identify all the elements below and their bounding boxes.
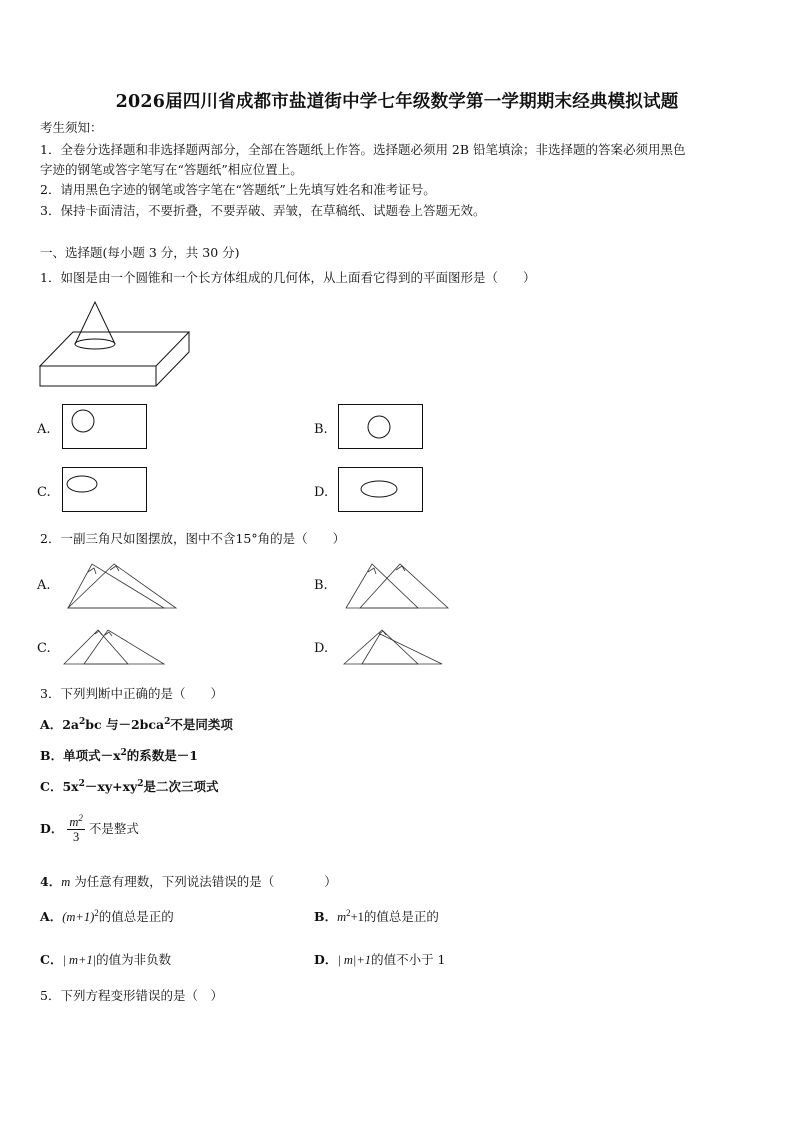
q4-option-a: A．$(m+1)^2$的值总是正的 <box>40 907 174 924</box>
q2-option-d-label: D. <box>314 641 329 656</box>
q3-option-b: B．单项式$-x^2$的系数是－1 <box>40 747 198 763</box>
q4-option-a-label: A． <box>40 909 63 924</box>
q2-option-a-figure <box>64 560 180 612</box>
notice-item-2: 2．请用黑色字迹的钢笔或答字笔在“答题纸”上先填写姓名和准考证号。 <box>40 182 436 197</box>
question-3-stem: 3．下列判断中正确的是（ ） <box>40 686 223 701</box>
q1-option-d-label: D. <box>314 485 329 500</box>
q1-option-b-figure <box>338 404 424 450</box>
notice-item-3: 3．保持卡面清洁，不要折叠，不要弄破、弄皱，在草稿纸、试题卷上答题无效。 <box>40 203 486 218</box>
q3-option-a: A．$2a^2bc$ 与－2bca$^2$不是同类项 <box>40 716 233 732</box>
q2-option-c-figure <box>62 626 168 668</box>
q3-option-a-label: A． <box>40 717 63 732</box>
q4-option-d: D．| m|+1的值不小于 1 <box>314 952 446 967</box>
notice-heading: 考生须知： <box>40 120 103 135</box>
notice-item-1: 1．全卷分选择题和非选择题两部分，全部在答题纸上作答。选择题必须用 2B 铅笔填涂；非选择题的答案必须用黑色 <box>40 142 686 157</box>
question-1-stem: 1．如图是由一个圆锥和一个长方体组成的几何体，从上面看它得到的平面图形是（ ） <box>40 270 536 285</box>
q2-option-a-label: A. <box>37 578 51 593</box>
q4-option-b-label: B． <box>314 909 338 924</box>
q3-fraction: $\frac{m^2}{3}$ <box>69 812 83 844</box>
q4-option-c: C．| m+1|的值为非负数 <box>40 952 172 967</box>
q3-option-d-label: D． <box>40 821 64 836</box>
q4-option-d-label: D． <box>314 952 338 967</box>
q1-option-a-label: A. <box>37 422 51 437</box>
q4-option-c-label: C． <box>40 952 63 967</box>
q3-option-c: C．$5x^2-xy+xy^2$是二次三项式 <box>40 778 219 794</box>
q4-option-b: B．$m^2+1$的值总是正的 <box>314 907 439 924</box>
q1-option-d-figure <box>338 467 424 513</box>
page-title: 2026届四川省成都市盐道街中学七年级数学第一学期期末经典模拟试题 <box>115 92 679 112</box>
q1-solid-figure <box>36 296 196 392</box>
q2-option-d-figure <box>342 626 446 668</box>
q3-option-c-label: C． <box>40 779 63 794</box>
q2-option-b-figure <box>342 560 454 612</box>
section-heading: 一、选择题(每小题 3 分，共 30 分) <box>40 245 240 260</box>
q1-option-c-figure <box>62 467 148 513</box>
question-5-stem: 5．下列方程变形错误的是（ ） <box>40 988 223 1003</box>
q1-option-b-label: B. <box>314 422 328 437</box>
question-4-stem: 4．m 为任意有理数，下列说法错误的是（ ） <box>40 874 337 889</box>
notice-item-1-cont: 字迹的钢笔或答字笔写在“答题纸”相应位置上。 <box>40 162 303 177</box>
q2-option-b-label: B. <box>314 578 328 593</box>
q2-option-c-label: C. <box>37 641 51 656</box>
q1-option-c-label: C. <box>37 485 51 500</box>
q3-option-d: D． $\frac{m^2}{3}$ 不是整式 <box>40 812 139 844</box>
q1-option-a-figure <box>62 404 148 450</box>
q3-option-b-label: B． <box>40 748 64 763</box>
question-2-stem: 2．一副三角尺如图摆放，图中不含15°角的是（ ） <box>40 531 346 546</box>
